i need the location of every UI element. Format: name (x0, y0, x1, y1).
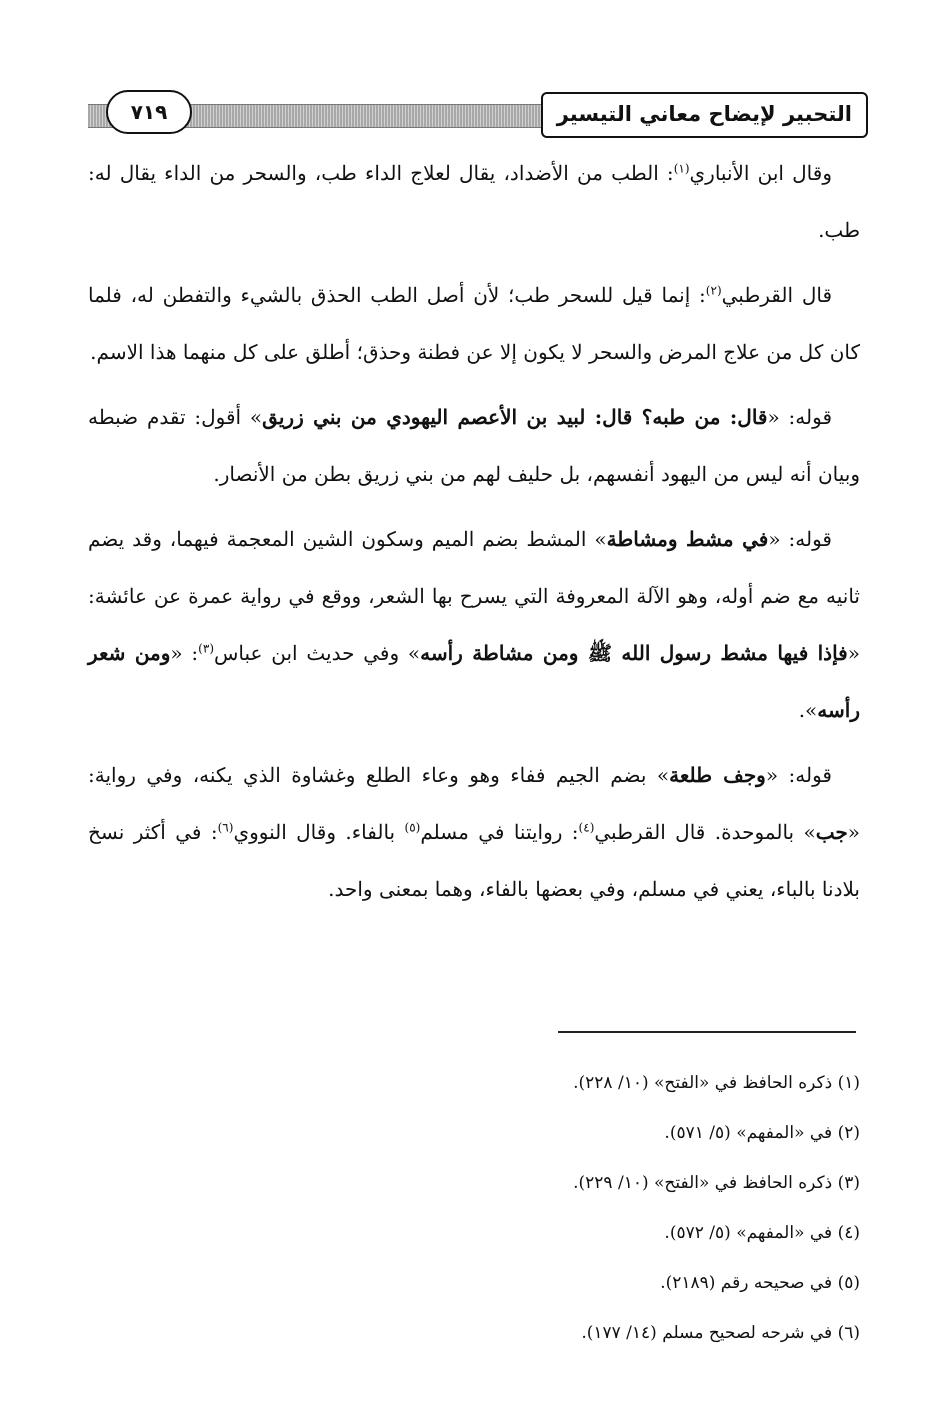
book-title: التحبير لإيضاح معاني التيسير (541, 92, 868, 138)
footnote-divider (558, 1031, 856, 1033)
text-segment: » المشط بضم الميم وسكون الشين المعجمة فيهما، وقد يضم ثانيه مع ضم أوله، وهو الآلة المعروفة التي يسرح بها الشعر، ووقع في رواية عمرة عن عائشة: « (88, 527, 860, 665)
text-segment: » وفي حديث ابن عباس (214, 641, 421, 665)
footnote-4: (٤) في «المفهم» (٥/ ٥٧٢). (664, 1223, 860, 1243)
footnote-1: (١) ذكره الحافظ في «الفتح» (١٠/ ٢٢٨). (573, 1073, 860, 1093)
paragraph (88, 747, 860, 918)
footnote-ref: (٣) (198, 641, 214, 656)
footnote-3: (٣) ذكره الحافظ في «الفتح» (١٠/ ٢٢٩). (573, 1173, 860, 1193)
footnote-ref: (٢) (705, 283, 722, 298)
footnote-ref: (٤) (578, 820, 595, 835)
quoted-hadith-text: فإذا فيها مشط رسول الله ﷺ ومن مشاطة رأسه (420, 641, 848, 665)
main-text (88, 145, 860, 926)
quoted-hadith-text: جب (815, 820, 848, 844)
footnote-ref: (١) (673, 161, 690, 176)
page-number: ٧١٩ (106, 90, 192, 134)
footnote-ref: (٥) (404, 820, 421, 835)
quoted-hadith-text: في مشط ومشاطة (606, 527, 769, 551)
text-segment: : الطب من الأضداد، يقال لعلاج الداء طب، والسحر من الداء يقال له: طب. (88, 161, 860, 242)
text-segment: » أقول: تقدم ضبطه وبيان أنه ليس من اليهود أنفسهم، بل حليف لهم من بني زريق بطن من الأنصار. (88, 405, 860, 486)
quoted-hadith-text: ومن شعر رأسه (88, 641, 860, 722)
paragraph (88, 511, 860, 739)
text-segment: : « (170, 641, 199, 665)
text-segment: قال القرطبي (721, 283, 833, 307)
text-segment: بالفاء. وقال النووي (233, 820, 405, 844)
text-segment: وقال ابن الأنباري (689, 161, 832, 185)
text-segment: قوله: « (768, 527, 832, 551)
page-header (88, 88, 868, 140)
text-segment: ». (798, 698, 818, 722)
paragraph (88, 267, 860, 381)
footnote-6: (٦) في شرحه لصحيح مسلم (١٤/ ١٧٧). (581, 1323, 860, 1343)
text-segment: : في أكثر نسخ بلادنا بالباء، يعني في مسلم، وفي بعضها بالفاء، وهما بمعنى واحد. (88, 820, 860, 901)
footnote-2: (٢) في «المفهم» (٥/ ٥٧١). (664, 1123, 860, 1143)
footnote-ref: (٦) (217, 820, 234, 835)
quoted-hadith-text: قال: من طبه؟ قال: لبيد بن الأعصم اليهودي من بني زريق (262, 405, 768, 429)
text-segment: : إنما قيل للسحر طب؛ لأن أصل الطب الحذق بالشيء والتفطن له، فلما كان كل من علاج المرض والسحر لا يكون إلا عن فطنة وحذق؛ أطلق على كل منهما هذا الاسم. (88, 283, 860, 364)
paragraph (88, 389, 860, 503)
text-segment: قوله: « (767, 405, 832, 429)
paragraph (88, 145, 860, 259)
text-segment: قوله: « (765, 763, 832, 787)
text-segment: » بالموحدة. قال القرطبي (594, 820, 816, 844)
text-segment: : روايتنا في مسلم (420, 820, 579, 844)
text-segment: » بضم الجيم ففاء وهو وعاء الطلع وغشاوة الذي يكنه، وفي رواية: « (88, 763, 860, 844)
footnotes (88, 1058, 860, 1358)
quoted-hadith-text: وجف طلعة (669, 763, 766, 787)
footnote-5: (٥) في صحيحه رقم (٢١٨٩). (660, 1273, 860, 1293)
